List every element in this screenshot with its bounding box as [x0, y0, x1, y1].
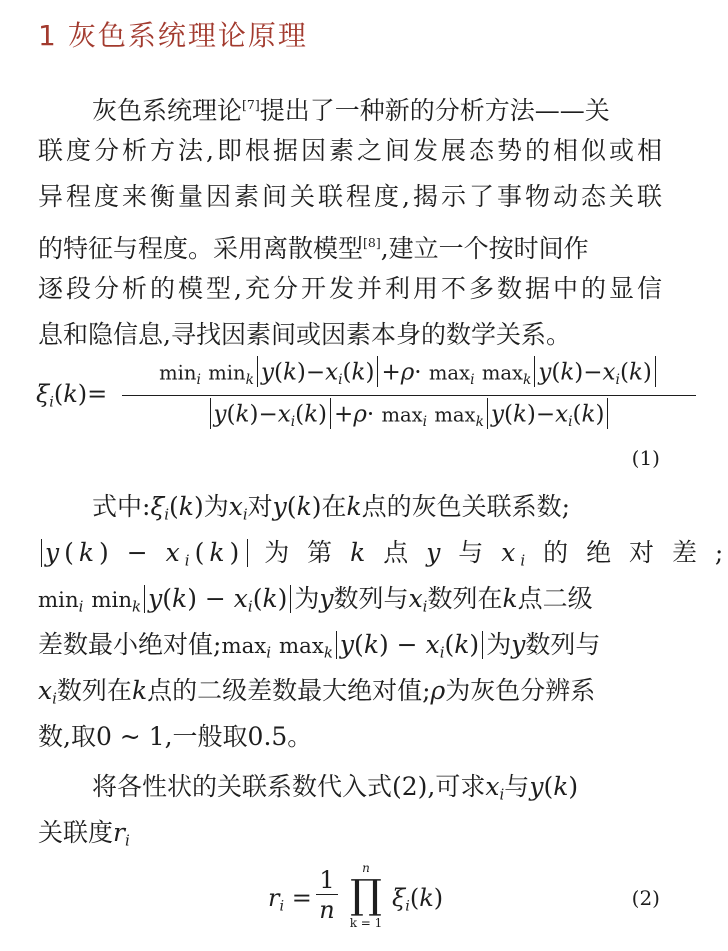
eq1-lhs: $\xi_i(k)=$ — [36, 380, 108, 411]
para2-line5: $x_i$数列在k点的二级差数最大绝对值;ρ为灰色分辨系 — [38, 676, 596, 708]
para1-line2: 联度分析方法,即根据因素之间发展态势的相似或相 — [38, 136, 662, 165]
para2-line6: 数,取0 ~ 1,一般取0.5。 — [38, 722, 313, 751]
equation-1-number: (1) — [631, 446, 660, 470]
para2-line4: 差数最小绝对值$;\max_i$ $\max_k y(k) - x_i(k)$ 为y数列与 — [38, 630, 601, 662]
citation-7[interactable]: [7] — [242, 97, 260, 112]
para3-line2: 关联度$r_i$ — [38, 818, 130, 850]
equation-2-number: (2) — [631, 886, 660, 910]
equation-1 — [36, 359, 664, 434]
citation-8[interactable]: [8] — [363, 235, 381, 250]
section-number: 1 — [38, 19, 58, 52]
equation-2 — [268, 862, 468, 944]
para3-line1: 将各性状的关联系数代入式(2),可求$x_i$与y(k) — [92, 772, 579, 804]
eq2-lhs: $r_i$ = — [268, 884, 312, 915]
eq1-fraction-line — [122, 395, 696, 396]
para2-line2: $y(k) - x_i(k)$ 为 第 k 点 y 与 $x_i$ 的 绝 对 差 ; — [38, 536, 662, 578]
eq2-product: n ∏ k = 1 — [349, 861, 383, 930]
para1-line3: 异程度来衡量因素间关联程度,揭示了事物动态关联 — [38, 182, 662, 211]
para1-line4: 的特征与程度。采用离散模型[8],建立一个按时间作 — [38, 234, 589, 263]
para1-line1: 灰色系统理论[7]提出了一种新的分析方法——关 — [92, 96, 610, 125]
section-heading — [38, 14, 308, 54]
eq2-term: $\xi_i(k)$ — [392, 884, 444, 915]
eq2-fraction: 1 n — [316, 866, 338, 925]
para2-line1: 式中$:\xi_i(k)$为$x_i$对y(k)在k点的灰色关联系数; — [92, 492, 571, 524]
eq1-denominator: $y(k)-x_i(k) +\rho\cdot \max_i \max_k y(k)-x_i(k)$ — [122, 398, 696, 430]
para1-line5: 逐段分析的模型,充分开发并利用不多数据中的显信 — [38, 274, 662, 303]
eq1-numerator: $\min_i \min_k y(k)-x_i(k) +\rho\cdot \max_i \max_k y(k)-x_i(k)$ — [122, 356, 696, 388]
para1-line6: 息和隐信息,寻找因素间或因素本身的数学关系。 — [38, 320, 571, 349]
para2-line3: $\min_i \min_k y(k) - x_i(k)$ 为y数列与$x_i$数列在k点二级 — [38, 584, 593, 616]
section-title: 灰色系统理论原理 — [67, 19, 308, 52]
